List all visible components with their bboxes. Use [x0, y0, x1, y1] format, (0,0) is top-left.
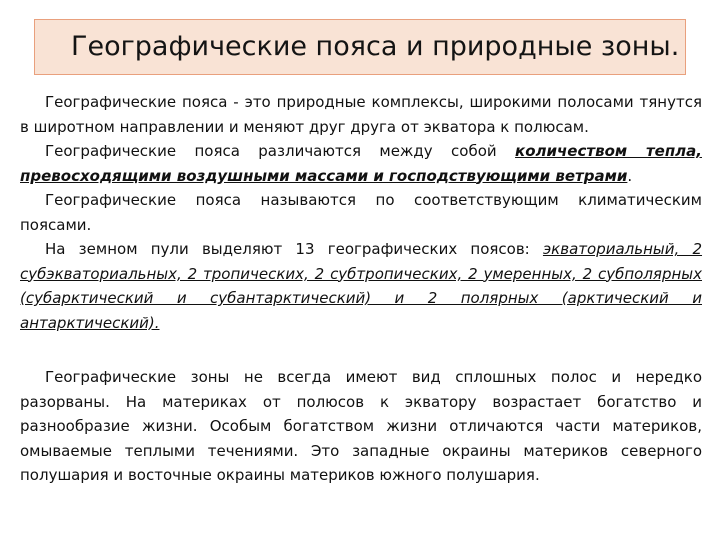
paragraph-differences-text: Географические пояса различаются между собой: [45, 142, 516, 160]
slide-body: [20, 90, 702, 488]
title-box: [34, 19, 686, 75]
paragraph-belts-list: [20, 237, 702, 335]
paragraph-zones: Географические зоны не всегда имеют вид сплошных полос и нередко разорваны. На материках от полюсов к экватору возрастает богатство и разнообразие жизни. Особым богатством жизни отличаются части материков, омываемые теплыми течениями. Это западные окраины материков северного полушария и восточные окраины материков южного полушария.: [20, 368, 702, 484]
paragraph-differences-end: .: [627, 166, 633, 185]
paragraph-differences: [20, 139, 702, 188]
belts-list-emphasis: экваториальный, 2 субэкваториальных, 2 тропических, 2 субтропических, 2 умеренных, 2 субполярных (субарктический и субантарктический) и 2 полярных (арктический и антарктический).: [20, 240, 703, 332]
paragraph-naming: Географические пояса называются по соответствующим климатическим поясами.: [20, 191, 702, 234]
paragraph-belts-text: На земном пули выделяют 13 географических поясов:: [45, 240, 543, 258]
slide-title: Географические пояса и природные зоны.: [71, 31, 680, 62]
paragraph-definition: Географические пояса - это природные комплексы, широкими полосами тянутся в широтном направлении и меняют друг друга от экватора к полюсам.: [20, 93, 702, 136]
differences-emphasis: количеством тепла, превосходящими воздушными массами и господствующими ветрами: [20, 142, 702, 185]
